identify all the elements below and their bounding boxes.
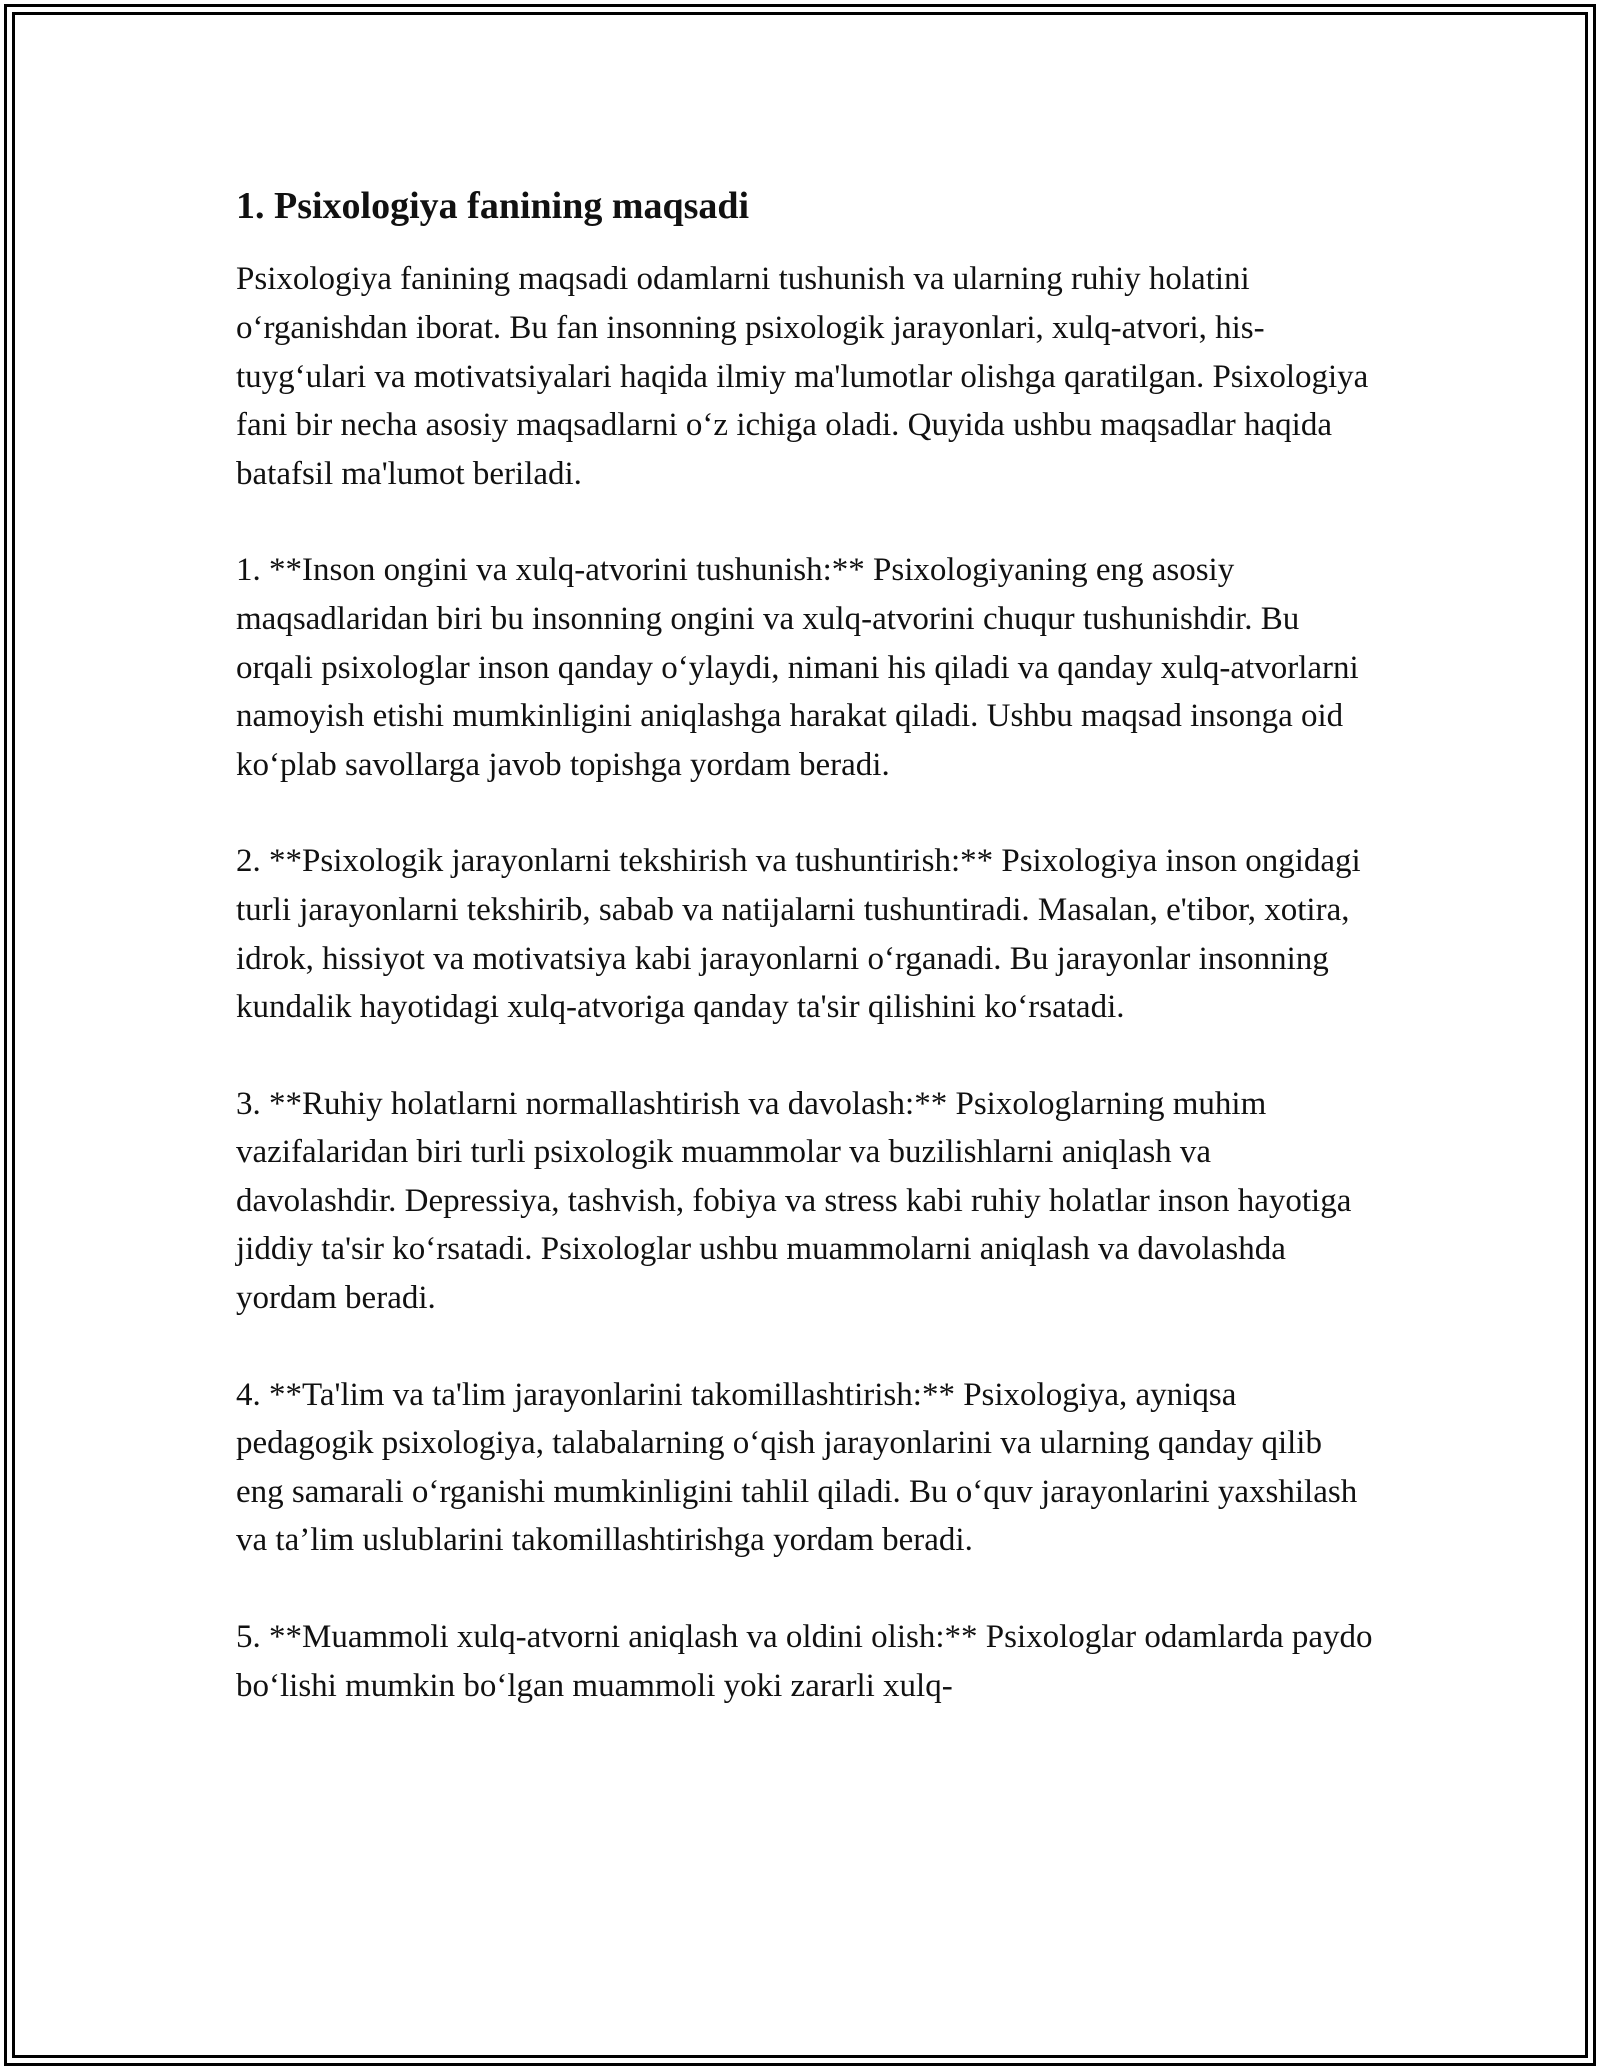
list-item-4-paragraph: 4. **Ta'lim va ta'lim jarayonlarini takomillashtirish:** Psixologiya, ayniqsa pedagogik psixologiya, talabalarning o‘qish jarayonlarini va ularning qanday qilib eng samarali o‘rganishi mumkinligini tahlil qiladi. Bu o‘quv jarayonlarini yaxshilash va ta’lim uslublarini takomillashtirishga yordam beradi. [236,1376,1358,1559]
list-item-3-paragraph: 3. **Ruhiy holatlarni normallashtirish va davolash:** Psixologlarning muhim vazifalaridan biri turli psixologik muammolar va buzilishlarni aniqlash va davolashdir. Depressiya, tashvish, fobiya va stress kabi ruhiy holatlar inson hayotiga jiddiy ta'sir ko‘rsatadi. Psixologlar ushbu muammolarni aniqlash va davolashda yordam beradi. [236,1085,1352,1317]
document-body [236,182,1376,1710]
intro-paragraph: Psixologiya fanining maqsadi odamlarni tushunish va ularning ruhiy holatini o‘rganishdan iborat. Bu fan insonning psixologik jarayonlari, xulq-atvori, his-tuyg‘ulari va motivatsiyalari haqida ilmiy ma'lumotlar olishga qaratilgan. Psixologiya fani bir necha asosiy maqsadlarni o‘z ichiga oladi. Quyida ushbu maqsadlar haqida batafsil ma'lumot beriladi. [236,261,1369,492]
list-item-5-paragraph: 5. **Muammoli xulq-atvorni aniqlash va oldini olish:** Psixologlar odamlarda paydo bo‘lishi mumkin bo‘lgan muammoli yoki zararli xulq- [236,1619,1373,1704]
list-item-2-paragraph: 2. **Psixologik jarayonlarni tekshirish va tushuntirish:** Psixologiya inson ongidagi turli jarayonlarni tekshirib, sabab va natijalarni tushuntiradi. Masalan, e'tibor, xotira, idrok, hissiyot va motivatsiya kabi jarayonlarni o‘rganadi. Bu jarayonlar insonning kundalik hayotidagi xulq-atvoriga qanday ta'sir qilishini ko‘rsatadi. [236,843,1361,1026]
section-heading: 1. Psixologiya fanining maqsadi [236,185,750,227]
list-item-1-paragraph: 1. **Inson ongini va xulq-atvorini tushunish:** Psixologiyaning eng asosiy maqsadlaridan biri bu insonning ongini va xulq-atvorini chuqur tushunishdir. Bu orqali psixologlar inson qanday o‘ylaydi, nimani his qiladi va qanday xulq-atvorlarni namoyish etishi mumkinligini aniqlashga harakat qiladi. Ushbu maqsad insonga oid ko‘plab savollarga javob topishga yordam beradi. [236,552,1359,783]
